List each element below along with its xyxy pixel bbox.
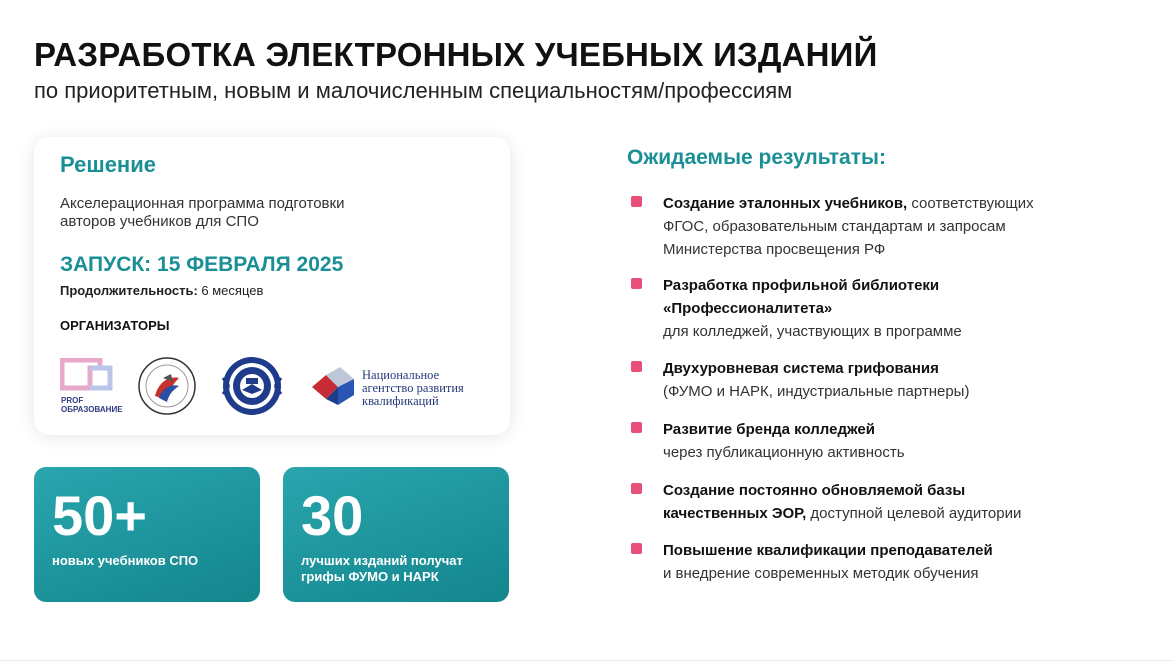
stat-label-line: новых учебников СПО [52,553,199,568]
stat-label-line: грифы ФУМО и НАРК [301,569,439,584]
bullet-icon [631,361,642,372]
stat-number: 30 [301,484,364,547]
result-item-bold: Создание постоянно обновляемой базы [663,482,966,499]
prof-logo-line: ОБРАЗОВАНИЕ [61,405,123,414]
stat-card-best-editions [283,467,509,602]
stat-label-line: лучших изданий получат [301,553,463,568]
results-list [631,192,1161,585]
bullet-icon [631,543,642,554]
result-item-bold: Развитие бренда колледжей [663,421,875,438]
result-item-bold: «Профессионалитета» [663,300,833,317]
result-item [631,418,1161,464]
solution-description [60,195,460,231]
bullet-icon [631,483,642,494]
duration-label: Продолжительность: [60,283,198,298]
prof-logo-line: PROF [61,396,84,405]
soyuz-direktorov-logo [137,356,197,416]
result-item [631,539,1161,585]
bullet-icon [631,422,642,433]
solution-card [34,137,510,435]
bottom-divider [0,660,1173,661]
result-item-bold: Повышение квалификации преподавателей [663,542,993,559]
result-item [631,274,1161,343]
result-item-text: доступной целевой аудитории [806,505,1022,522]
duration [60,283,263,298]
solution-description-line: Акселерационная программа подготовки [60,195,345,212]
result-item [631,357,1161,403]
organizers-label: ОРГАНИЗАТОРЫ [60,318,170,333]
result-item-text: Министерства просвещения РФ [663,241,886,258]
result-item-text: (ФУМО и НАРК, индустриальные партнеры) [663,383,970,400]
stat-number: 50+ [52,484,147,547]
result-item [631,192,1161,261]
result-item-text: и внедрение современных методик обучения [663,565,979,582]
result-item-text: соответствующих [907,195,1034,212]
bullet-icon [631,278,642,289]
result-item-bold: Разработка профильной библиотеки [663,277,940,294]
nark-logo-line: агентство развития [362,381,464,395]
result-item-text: ФГОС, образовательным стандартам и запросам [663,218,1006,235]
result-item-text: через публикационную активность [663,444,905,461]
stat-card-textbooks [34,467,260,602]
results-heading: Ожидаемые результаты: [627,146,886,169]
solution-description-line: авторов учебников для СПО [60,213,259,230]
page-title: РАЗРАБОТКА ЭЛЕКТРОННЫХ УЧЕБНЫХ ИЗДАНИЙ [34,36,878,73]
nark-logo-line: Национальное [362,368,440,382]
stat-label [301,553,501,585]
result-item-bold: качественных ЭОР, [663,505,807,522]
duration-value: 6 месяцев [201,283,264,298]
result-item-bold: Двухуровневая система грифования [663,360,939,377]
irpo-logo [220,356,284,418]
prof-obrazovanie-logo [60,358,123,420]
result-item-text: для колледжей, участвующих в программе [663,323,962,340]
result-item [631,479,1161,525]
nark-logo-line: квалификаций [362,394,439,408]
stat-label [52,553,252,569]
solution-heading: Решение [60,152,156,177]
bullet-icon [631,196,642,207]
result-item-bold: Создание эталонных учебников, [663,195,908,212]
nark-logo [308,365,494,411]
launch-date: ЗАПУСК: 15 ФЕВРАЛЯ 2025 [60,253,344,276]
page-subtitle: по приоритетным, новым и малочисленным специальностям/профессиям [34,78,793,103]
